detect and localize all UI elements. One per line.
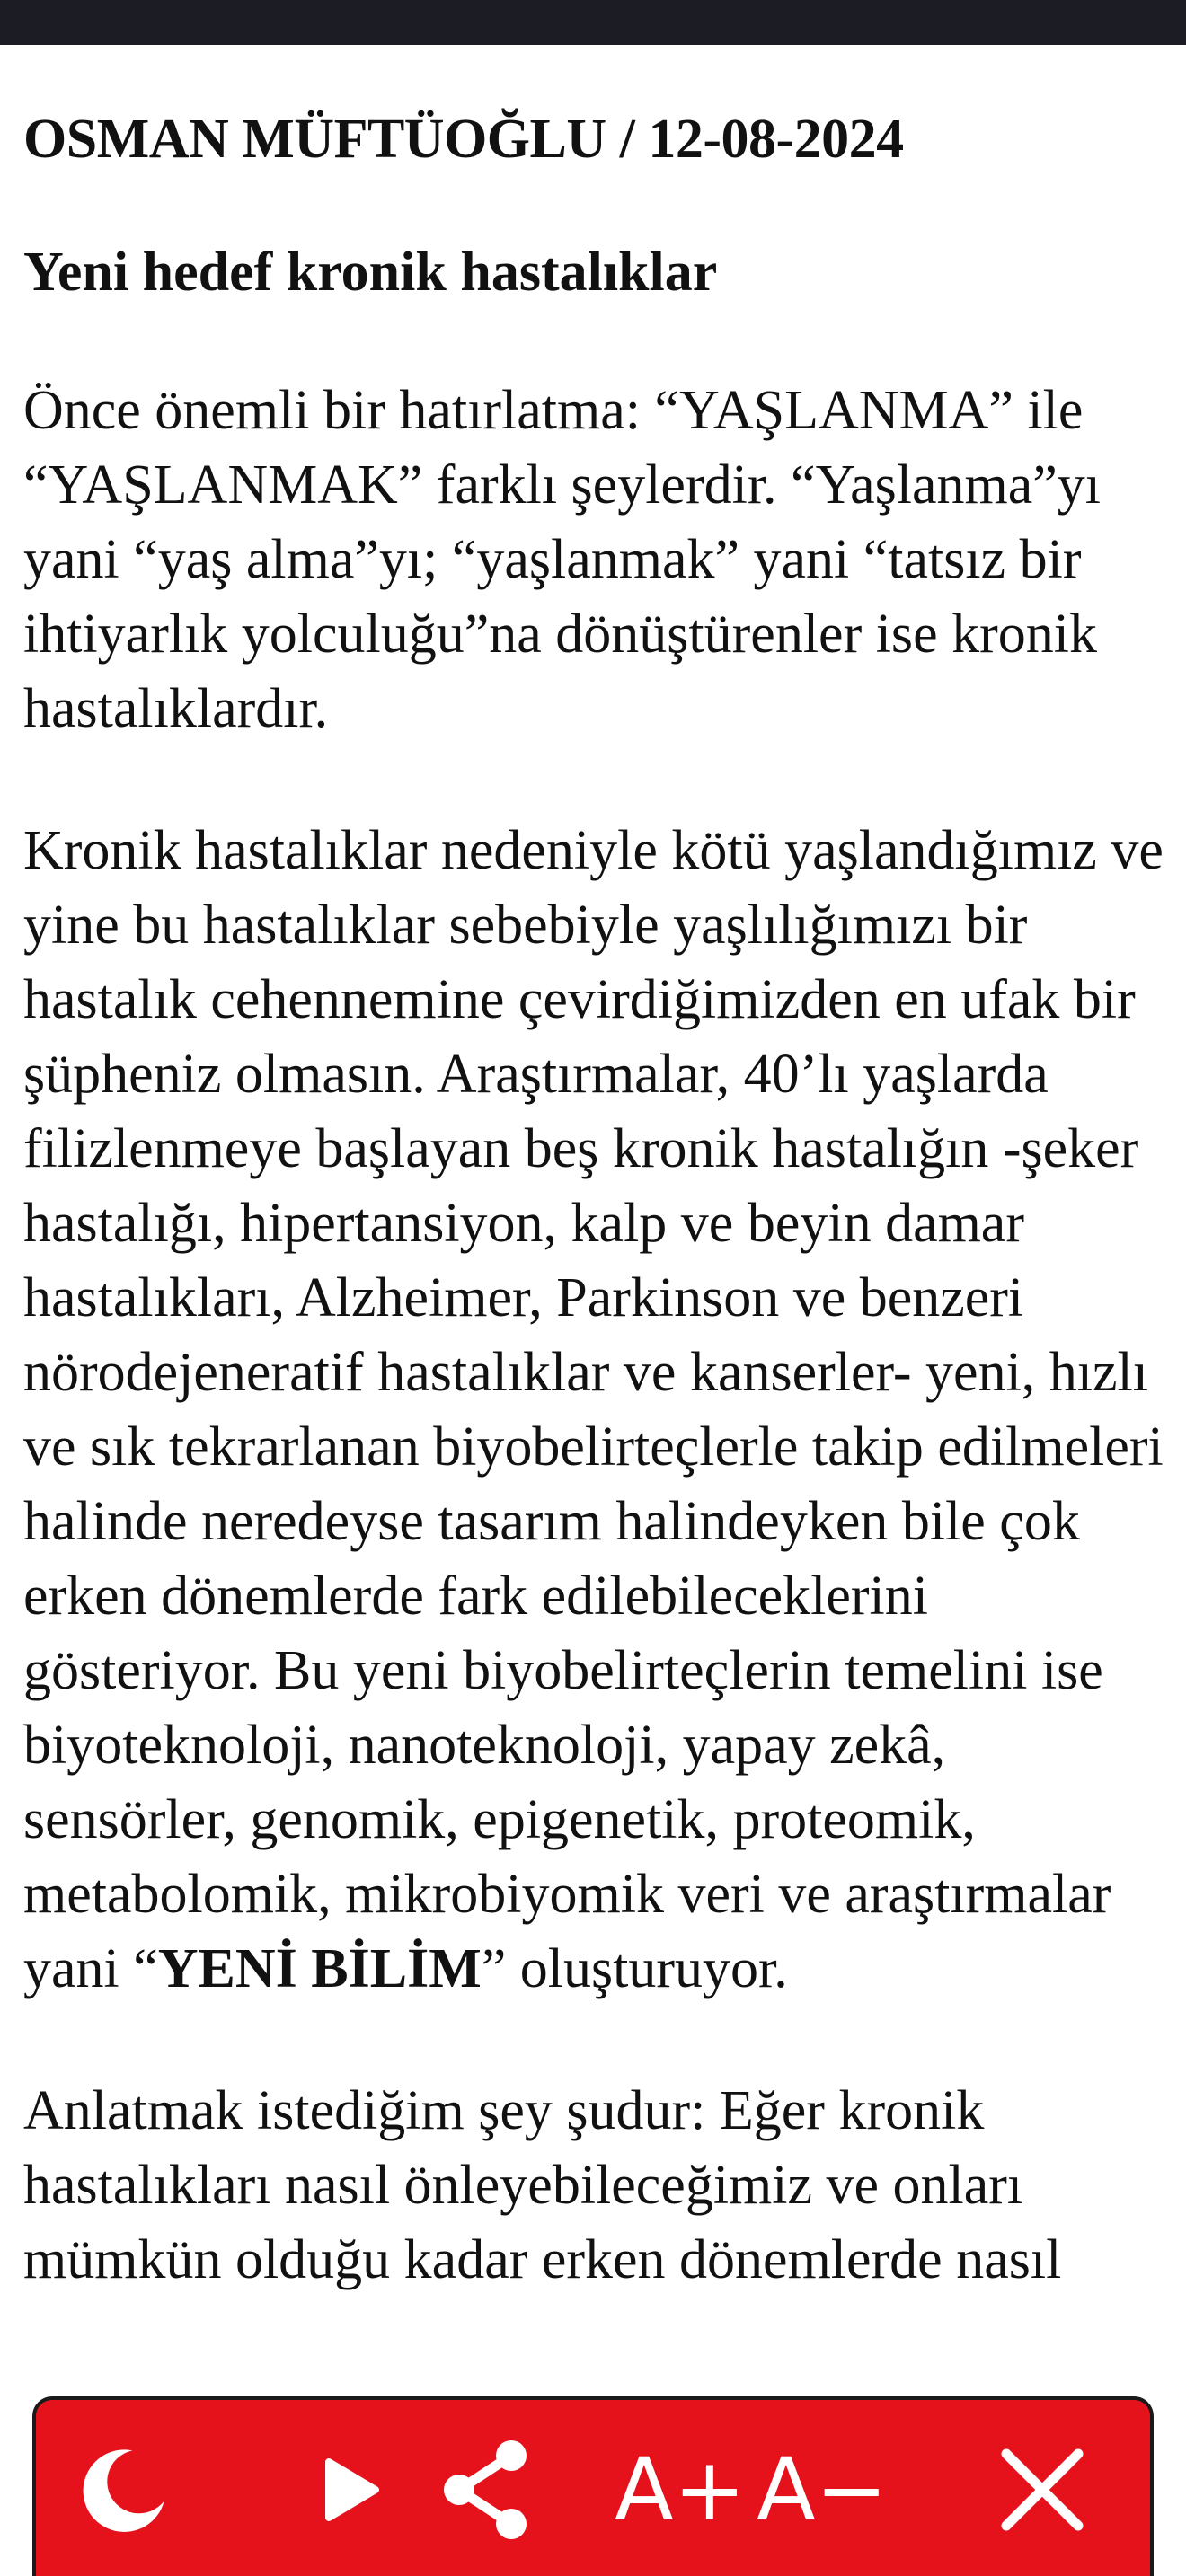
moon-icon [78, 2443, 172, 2536]
share-icon [436, 2436, 535, 2544]
play-button[interactable] [302, 2400, 401, 2576]
reader-toolbar [32, 2396, 1154, 2576]
font-decrease-label: A− [756, 2439, 889, 2540]
close-icon [997, 2445, 1087, 2535]
article [23, 99, 1164, 2298]
font-increase-label: A+ [614, 2439, 747, 2540]
paragraph-2-text: Kronik hastalıklar nedeniyle kötü yaşlandığımız ve yine bu hastalıklar sebebiyle yaşlılığımızı bir hastalık cehennemine çevirdiğimizden en ufak bir şüpheniz olmasın. Araştırmalar, 40’lı yaşlarda filizlenmeye başlayan beş kronik hastalığın -şeker hastalığı, hipertansiyon, kalp ve beyin damar hastalıkları, Alzheimer, Parkinson ve benzeri nörodejeneratif hastalıklar ve kanserler- yeni, hızlı ve sık tekrarlanan biyobelirteçlerle takip edilmeleri halinde neredeyse tasarım halindeyken bile çok erken dönemlerde fark edilebileceklerini gösteriyor. Bu yeni biyobelirteçlerin temelini ise biyoteknoloji, nanoteknoloji, yapay zekâ, sensörler, genomik, epigenetik, proteomik, metabolomik, mikrobiyomik veri ve araştırmalar yani “ [23, 820, 1164, 1999]
paragraph-2-emphasis: YENİ BİLİM [157, 1938, 482, 1999]
article-paragraph-3: Anlatmak istediğim şey şudur: Eğer kronik hastalıkları nasıl önleyebileceğimiz ve onları mümkün olduğu kadar erken dönemlerde nasıl [23, 2080, 1062, 2290]
article-byline: OSMAN MÜFTÜOĞLU / 12-08-2024 [23, 109, 904, 170]
night-mode-button[interactable] [66, 2400, 183, 2576]
play-icon [320, 2457, 383, 2523]
article-paragraph-1: Önce önemli bir hatırlatma: “YAŞLANMA” ile “YAŞLANMAK” farklı şeylerdir. “Yaşlanma”yı yani “yaş alma”yı; “yaşlanmak” yani “tatsız bir ihtiyarlık yolculuğu”na dönüştürenler ise kronik hastalıklardır. [23, 380, 1102, 739]
article-paragraph-2 [23, 814, 1164, 2007]
font-increase-button[interactable] [613, 2400, 748, 2576]
font-decrease-button[interactable] [755, 2400, 890, 2576]
paragraph-2-end: ” oluşturuyor. [481, 1938, 788, 1999]
status-bar [0, 0, 1186, 45]
share-button[interactable] [422, 2400, 548, 2576]
close-button[interactable] [988, 2400, 1096, 2576]
article-headline: Yeni hedef kronik hastalıklar [23, 242, 718, 303]
